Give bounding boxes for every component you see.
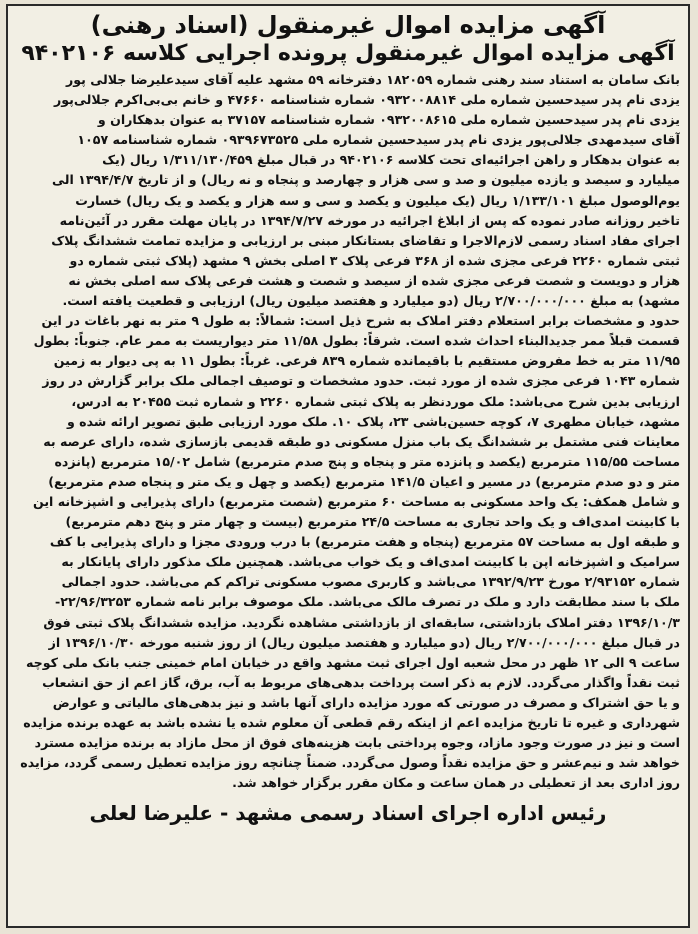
- notice-body-line: روز اداری بعد از تعطیلی در همان ساعت و مکان مقرر برگزار خواهد شد.: [232, 775, 680, 791]
- notice-body-line: ۱۳۹۶/۱۰/۳ دفتر املاک بازداشتی، سابقه‌ای از بازداشتی مشاهده نگردید. مزایده ششدانگ پلاک ثبتی فوق: [43, 614, 680, 630]
- notice-signature: رئیس اداره اجرای اسناد رسمی مشهد - علیرضا لعلی: [89, 801, 607, 826]
- notice-body-line: آقای سیدمهدی جلالی‌پور یزدی نام پدر سیدحسین شماره ملی ۰۹۳۹۶۷۳۵۲۵ شماره شناسنامه ۱۰۵۷: [77, 132, 680, 148]
- notice-body-line: و شامل همکف: یک واحد مسکونی به مساحت ۶۰ مترمربع (شصت مترمربع) دارای پذیرایی و اشپزخانه این: [33, 493, 680, 509]
- notice-body-line: ساعت ۹ الی ۱۲ ظهر در محل شعبه اول اجرای ثبت مشهد واقع در خیابان امام خمینی جنب بانک ملی کوچه: [26, 654, 680, 670]
- notice-body-line: با کابینت امدی‌اف و یک واحد تجاری به مساحت ۲۴/۵ مترمربع (بیست و چهار متر و پنج دهم مترمربع): [65, 514, 680, 530]
- notice-body-line: تاخیر روزانه صادر نموده که پس از ابلاغ اجرائیه در مورخه ۱۳۹۴/۷/۲۷ در پایان مهلت مقرر در آئین‌نامه: [59, 212, 680, 228]
- notice-body-line: ۱۱/۹۵ متر به خط مفروض مستقیم با باقیمانده شماره ۸۳۹ فرعی. غرباً: بطول ۱۱ به پی دیوار به زمین: [53, 353, 680, 369]
- notice-body-line: شماره ۲/۹۳۱۵۲ مورخ ۱۳۹۲/۹/۲۳ می‌باشد و کاربری مصوب مسکونی تراکم کم می‌باشد. حدود اجمالی: [61, 574, 680, 590]
- notice-body-line: سرامیک و اشپزخانه اپن با کابینت امدی‌اف و یک خواب می‌باشد. همچنین ملک مذکور دارای پایانکار به: [61, 554, 680, 570]
- notice-body-line: ملک با سند مطابقت دارد و ملک در تصرف مالک می‌باشد. ملک موصوف برابر نامه شماره ۲۲/۹۶/۳۲۵۳-: [55, 594, 680, 610]
- notice-body-line: در قبال مبلغ ۲/۷۰۰/۰۰۰/۰۰۰ ریال (دو میلیارد و هفتصد میلیون ریال) از روز شنبه مورخه ۱۳۹۶/۱۰/۳۰ از: [48, 634, 680, 650]
- notice-subtitle: آگهی مزایده اموال غیرمنقول پرونده اجرایی کلاسه ۹۴۰۲۱۰۶: [21, 41, 675, 66]
- notice-body-line: به عنوان بدهکار و راهن اجرائیه‌ای تحت کلاسه ۹۴۰۲۱۰۶ در قبال مبلغ ۱/۳۱۱/۱۳۰/۴۵۹ ریال (یک: [102, 152, 680, 168]
- notice-title: آگهی مزایده اموال غیرمنقول (اسناد رهنی): [90, 11, 606, 39]
- notice-body-line: و یا حق اشتراک و مصرف در صورتی که مورد مزایده دارای آنها باشد و نیز بدهی‌های مالیاتی و عوارض: [52, 694, 680, 710]
- notice-body-line: است و نیز در صورت وجود مازاد، وجوه پرداختی بابت هزینه‌های فوق از محل مازاد به برنده مزایده مسترد: [34, 735, 680, 751]
- notice-body-line: ثبت نقداً واگذار می‌گردد. لازم به ذکر است پرداخت بدهی‌های مربوط به آب، برق، گاز اعم از حق انشعاب: [42, 674, 680, 690]
- notice-body-line: یوم‌الوصول مبلغ ۱/۱۳۳/۱۰۱ ریال (یک میلیون و یکصد و سی و سه هزار و یکصد و یک ریال) خسارت: [75, 192, 680, 208]
- notice-body-line: یزدی نام پدر سیدحسین شماره ملی ۰۹۳۲۰۰۸۸۱۴ شماره شناسنامه ۴۷۶۶۰ و خانم بی‌بی‌اکرم جلالی‌پور: [54, 92, 680, 108]
- notice-clipping: [6, 4, 690, 928]
- notice-body-line: معاینات فنی مشتمل بر ششدانگ یک باب منزل مسکونی دو طبقه قدیمی بازسازی شده، دارای عرصه به: [43, 433, 680, 449]
- notice-body-line: قسمت قبلاً ممر جدیدالبناء احداث شده است. شرقاً: بطول ۱۱/۵۸ متر دیواریست به ممر عام. جنوباً: بطول: [33, 333, 680, 349]
- notice-body-line: اجرای مفاد اسناد رسمی لازم‌الاجرا و تقاضای بستانکار مبنی بر ارزیابی و مزایده تمامت ششدانگ پلاک: [51, 232, 680, 248]
- notice-body-line: ثبتی شماره ۲۲۶۰ فرعی مجزی شده از ۳۶۸ فرعی پلاک ۳ اصلی بخش ۹ مشهد (پلاک ثبتی شماره دو: [69, 252, 680, 268]
- notice-body-line: بانک سامان به استناد سند رهنی شماره ۱۸۲۰۵۹ دفترخانه ۵۹ مشهد علیه آقای سیدعلیرضا جلالی پور: [66, 72, 680, 87]
- notice-body-line: یزدی نام پدر سیدحسین شماره ملی ۰۹۳۲۰۰۸۶۱۵ شماره شناسنامه ۳۷۱۵۷ به عنوان بدهکاران و: [97, 112, 680, 128]
- notice-body-line: میلیارد و سیصد و یازده میلیون و صد و سی هزار و چهارصد و پنجاه و نه ریال) و از تاریخ ۱۳۹۴/۴/۷ الی: [52, 172, 680, 188]
- notice-body-line: حدود و مشخصات برابر استعلام دفتر املاک به شرح ذیل است: شمالاً: به طول ۹ متر به نهر باغات در این: [41, 313, 680, 329]
- notice-body-line: مشهد) به مبلغ ۲/۷۰۰/۰۰۰/۰۰۰ ریال (دو میلیارد و هفتصد میلیون ریال) ارزیابی و قطعیت یافته است.: [62, 293, 680, 309]
- notice-body-line: و طبقه اول به مساحت ۵۷ مترمربع (پنجاه و هفت مترمربع) با درب ورودی مجزا و دارای پذیرایی با کف: [49, 534, 680, 550]
- notice-body-line: خواهد شد و نیم‌عشر و حق مزایده نقداً وصول می‌گردد. ضمناً چنانچه روز مزایده تعطیل رسمی گردد، مزایده: [20, 755, 680, 771]
- notice-body: [16, 70, 680, 793]
- notice-body-line: متر و دو صدم مترمربع) در مسیر و اعیان ۱۴۱/۵ مترمربع (یکصد و چهل و یک متر و پنجاه صدم مترمربع): [48, 473, 680, 489]
- notice-body-line: مساحت ۱۱۵/۵۵ مترمربع (یکصد و پانزده متر و پنجاه و پنج صدم مترمربع) شامل ۱۵/۰۲ مترمربع (پانزده: [54, 453, 680, 469]
- notice-body-line: شهرداری و غیره تا تاریخ مزایده اعم از اینکه رقم قطعی آن معلوم شده یا نشده باشد به عهده برنده مزایده: [23, 715, 680, 730]
- notice-body-line: مشهد، خیابان مطهری ۷، کوچه حسین‌باشی ۲۳، پلاک ۱۰. ملک مورد ارزیابی طبق تصویر ارائه شده و: [66, 413, 680, 429]
- notice-body-line: هزار و دویست و شصت فرعی مجزی شده از سیصد و شصت و هشت فرعی پلاک سه اصلی بخش نه: [68, 272, 680, 288]
- notice-body-line: ارزیابی بدین شرح می‌باشد: ملک موردنظر به پلاک ثبتی شماره ۲۲۶۰ و شماره ثبت ۲۰۴۵۵ به ادرس،: [71, 393, 680, 409]
- notice-body-line: شماره ۱۰۴۳ فرعی مجزی شده از مورد ثبت. حدود مشخصات و توصیف اجمالی ملک برابر گزارش در روز: [42, 373, 680, 389]
